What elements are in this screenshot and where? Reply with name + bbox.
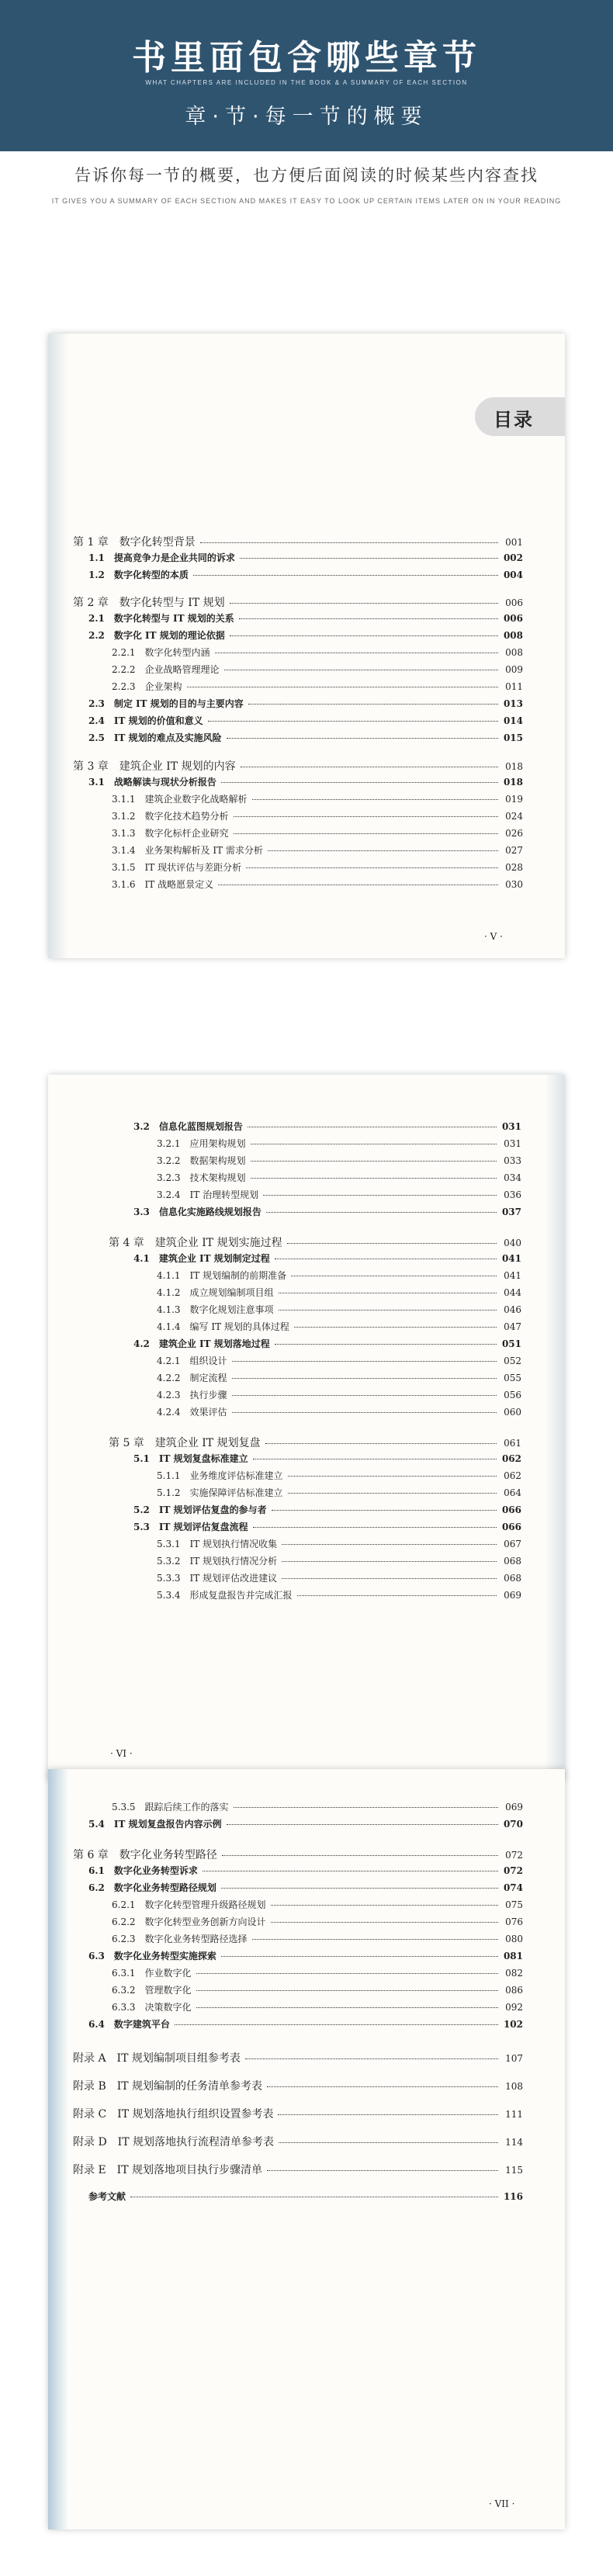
toc-entry-page: 092 (505, 2002, 523, 2013)
toc-entry-title: 6.2.2 数字化转型业务创新方向设计 (112, 1916, 266, 1927)
dot-leader (278, 2114, 498, 2115)
toc-entry-title: 附录 A IT 规划编制项目组参考表 (73, 2052, 241, 2065)
toc-entry (157, 1303, 521, 1316)
intro-text-zh: 告诉你每一节的概要，也方便后面阅读的时候某些内容查找 (74, 166, 539, 185)
toc-entry-page: 047 (504, 1321, 521, 1332)
toc-entry (112, 878, 523, 891)
toc-entry-page: 066 (501, 1522, 521, 1532)
toc-entry-page: 066 (501, 1504, 521, 1515)
toc-entry-title: 2.5 IT 规划的难点及实施风险 (88, 732, 222, 743)
page-number: · V · (484, 931, 503, 942)
toc-entry-title: 附录 D IT 规划落地执行流程清单参考表 (73, 2136, 274, 2148)
toc-entry (133, 1520, 521, 1533)
toc-entry (73, 758, 523, 774)
dot-leader (272, 1510, 497, 1511)
toc-entry (88, 731, 523, 744)
toc-entry (88, 628, 523, 642)
toc-entry-title: 3.2.3 技术架构规划 (157, 1172, 246, 1183)
toc-entry-page: 041 (504, 1270, 521, 1281)
toc-entry (112, 646, 523, 659)
dot-leader (193, 575, 498, 576)
dot-leader (263, 1195, 497, 1196)
dot-leader (279, 2142, 498, 2143)
toc-entry-title: 3.1.6 IT 战略愿景定义 (112, 879, 214, 890)
dot-leader (200, 542, 498, 543)
toc-entry-page: 072 (503, 1865, 523, 1876)
toc-entry-page: 024 (505, 811, 523, 822)
dot-leader (267, 2170, 498, 2171)
toc-entry (157, 1571, 521, 1584)
toc-entry (133, 1452, 521, 1465)
toc-entry-title: 2.1 数字化转型与 IT 规划的关系 (88, 613, 234, 624)
toc-entry-page: 068 (504, 1556, 521, 1567)
toc-entry-title: 6.4 数字建筑平台 (88, 2019, 170, 2030)
dot-leader (227, 738, 498, 739)
dot-leader (268, 850, 498, 851)
toc-entry (112, 680, 523, 693)
toc-entry-page: 044 (504, 1287, 521, 1298)
toc-entry (112, 1932, 523, 1945)
toc-entry-page: 076 (505, 1916, 523, 1927)
toc-entry-title: 4.2.3 执行步骤 (157, 1390, 227, 1401)
banner-title: 书里面包含哪些章节 (132, 38, 481, 78)
toc-entry (157, 1588, 521, 1601)
dot-leader (221, 1956, 498, 1957)
toc-entry-page: 013 (503, 698, 523, 709)
toc-entry (88, 2190, 523, 2203)
toc-entry-page: 008 (503, 630, 523, 641)
banner-en-subtitle: WHAT CHAPTERS ARE INCLUDED IN THE BOOK & A SUMMARY OF EACH SECTION (145, 79, 468, 86)
toc-entry-page: 108 (505, 2081, 523, 2092)
toc-entry (88, 551, 523, 564)
toc-entry-title: 6.1 数字化业务转型诉求 (88, 1865, 198, 1876)
toc-entry-title: 第 3 章 建筑企业 IT 规划的内容 (73, 760, 236, 773)
toc-entry-page: 031 (501, 1121, 521, 1132)
toc-entry-title: 3.2 信息化蓝图规划报告 (133, 1121, 243, 1132)
toc-entry-title: 2.2.1 数字化转型内涵 (112, 647, 210, 658)
toc-entry-page: 002 (503, 552, 523, 563)
toc-page-2 (48, 1075, 565, 1781)
page-shadow (48, 1769, 68, 2529)
toc-entry (157, 1320, 521, 1333)
toc-entry-title: 3.2.4 IT 治理转型规划 (157, 1189, 259, 1200)
toc-entry-page: 046 (504, 1304, 521, 1315)
toc-entry (112, 809, 523, 822)
toc-entry-title: 2.4 IT 规划的价值和意义 (88, 715, 203, 726)
toc-entry-page: 116 (503, 2191, 523, 2202)
toc-entry (112, 2000, 523, 2013)
toc-entry-title: 4.1.4 编写 IT 规划的具体过程 (157, 1321, 289, 1332)
dot-leader (232, 1361, 497, 1362)
page-shadow (48, 334, 68, 958)
dot-leader (265, 1443, 497, 1444)
toc-entry-page: 062 (504, 1470, 521, 1481)
toc-entry (112, 826, 523, 840)
toc-entry-page: 069 (505, 1802, 523, 1813)
toc-entry-title: 2.2.2 企业战略管理理论 (112, 664, 220, 675)
toc-entry-title: 5.3 IT 规划评估复盘流程 (133, 1522, 248, 1532)
dot-leader (196, 1990, 498, 1991)
toc-entry (112, 1915, 523, 1928)
toc-entry (88, 1817, 523, 1830)
toc-entry (112, 1898, 523, 1911)
toc-entry (157, 1286, 521, 1299)
dot-leader (288, 1476, 497, 1477)
toc-entry (88, 1881, 523, 1894)
toc-entry-page: 006 (503, 613, 523, 624)
toc-entry (109, 1435, 521, 1450)
toc-entry-title: 参考文献 (88, 2191, 126, 2202)
toc-entry-title: 5.1 IT 规划复盘标准建立 (133, 1453, 248, 1464)
toc-entry-title: 4.1.2 成立规划编制项目组 (157, 1287, 274, 1298)
toc-entry (157, 1154, 521, 1167)
dot-leader (221, 782, 498, 783)
toc-entry-title: 6.2.1 数字化转型管理升级路径规划 (112, 1899, 266, 1910)
toc-entry (112, 792, 523, 805)
toc-entry (88, 697, 523, 710)
toc-entry-title: 附录 B IT 规划编制的任务清单参考表 (73, 2080, 263, 2093)
dot-leader (252, 799, 498, 800)
toc-entry-page: 061 (504, 1438, 521, 1449)
toc-entry (73, 2134, 523, 2149)
toc-entry-page: 052 (504, 1356, 521, 1366)
dot-leader (234, 1807, 498, 1808)
toc-entry-page: 060 (504, 1407, 521, 1418)
toc-entry-title: 6.3.2 管理数字化 (112, 1985, 192, 1996)
page-number: · VII · (489, 2498, 515, 2509)
dot-leader (230, 603, 498, 604)
toc-entry-title: 4.2.2 制定流程 (157, 1373, 227, 1383)
toc-entry (109, 1234, 521, 1250)
dot-leader (222, 1855, 498, 1856)
toc-entry-page: 031 (504, 1138, 521, 1149)
dot-leader (239, 618, 498, 619)
dot-leader (279, 1310, 497, 1311)
dot-leader (230, 635, 498, 636)
toc-entry-page: 082 (505, 1968, 523, 1979)
toc-entry-title: 1.2 数字化转型的本质 (88, 570, 189, 580)
toc-entry-title: 5.3.2 IT 规划执行情况分析 (157, 1556, 278, 1567)
dot-leader (248, 704, 498, 705)
toc-entry (157, 1405, 521, 1418)
toc-entry-title: 附录 E IT 规划落地项目执行步骤清单 (73, 2164, 262, 2176)
dot-leader (253, 1527, 497, 1528)
toc-entry-page: 064 (504, 1487, 521, 1498)
toc-entry (73, 1847, 523, 1862)
toc-entry-title: 5.1.2 实施保障评估标准建立 (157, 1487, 283, 1498)
dot-leader (252, 1939, 498, 1940)
toc-entry-page: 004 (503, 570, 523, 580)
toc-entry (112, 860, 523, 874)
toc-entry (73, 2078, 523, 2093)
toc-entry (157, 1537, 521, 1550)
toc-entry-title: 1.1 提高竞争力是企业共同的诉求 (88, 552, 235, 563)
toc-entry-page: 081 (503, 1951, 523, 1961)
toc-entry (133, 1337, 521, 1350)
toc-entry-page: 014 (503, 715, 523, 726)
dot-leader (245, 2058, 498, 2059)
toc-entry-title: 4.1.1 IT 规划编制的前期准备 (157, 1270, 287, 1281)
toc-entry (73, 534, 523, 549)
toc-entry-title: 5.1.1 业务维度评估标准建立 (157, 1470, 283, 1481)
dot-leader (246, 867, 498, 868)
toc-entry (157, 1486, 521, 1499)
dot-leader (232, 1412, 497, 1413)
toc-entry-page: 026 (505, 828, 523, 839)
dot-leader (282, 1578, 497, 1579)
toc-entry (157, 1371, 521, 1384)
toc-entry-title: 3.1.4 业务架构解析及 IT 需求分析 (112, 845, 263, 856)
toc-entry-title: 4.2 建筑企业 IT 规划落地过程 (133, 1338, 270, 1349)
toc-page-1 (48, 334, 565, 958)
toc-entry-page: 075 (505, 1899, 523, 1910)
toc-entry-page: 080 (505, 1934, 523, 1944)
toc-entry (112, 1966, 523, 1979)
toc-entry-title: 3.2.2 数据架构规划 (157, 1155, 246, 1166)
toc-entry-page: 114 (505, 2137, 523, 2148)
toc-heading: 目录 (494, 409, 534, 431)
toc-entry (88, 568, 523, 581)
toc-entry-page: 056 (504, 1390, 521, 1401)
toc-entry-title: 3.1.1 建筑企业数字化战略解析 (112, 794, 248, 805)
toc-entry-page: 102 (503, 2019, 523, 2030)
dot-leader (294, 1327, 497, 1328)
toc-entry-page: 027 (505, 845, 523, 856)
toc-entry-title: 3.3 信息化实施路线规划报告 (133, 1207, 261, 1217)
toc-entry-title: 3.1.5 IT 现状评估与差距分析 (112, 862, 242, 873)
toc-entry-page: 111 (505, 2109, 523, 2120)
dot-leader (251, 1178, 497, 1179)
toc-entry-title: 5.3.1 IT 规划执行情况收集 (157, 1539, 278, 1549)
toc-entry (73, 2162, 523, 2177)
toc-entry (112, 843, 523, 857)
toc-entry (88, 611, 523, 625)
toc-entry (157, 1188, 521, 1201)
toc-entry (133, 1120, 521, 1133)
toc-entry-title: 4.2.4 效果评估 (157, 1407, 227, 1418)
toc-entry-page: 030 (505, 879, 523, 890)
intro-text-en: IT GIVES YOU A SUMMARY OF EACH SECTION AND MAKES IT EASY TO LOOK UP CERTAIN ITEMS LATER ON IN YOUR READING (51, 197, 562, 205)
toc-entry-page: 051 (501, 1338, 521, 1349)
toc-entry-title: 5.3.5 跟踪后续工作的落实 (112, 1802, 229, 1813)
toc-entry-page: 006 (505, 597, 523, 608)
dot-leader (227, 1824, 498, 1825)
dot-leader (196, 1973, 498, 1974)
toc-entry (157, 1388, 521, 1401)
toc-entry-page: 040 (504, 1238, 521, 1248)
header-banner (0, 0, 613, 151)
toc-entry-page: 041 (501, 1253, 521, 1264)
dot-leader (234, 833, 498, 834)
dot-leader (234, 816, 498, 817)
toc-page-3 (48, 1769, 565, 2529)
toc-entry-title: 第 1 章 数字化转型背景 (73, 536, 196, 549)
dot-leader (282, 1561, 497, 1562)
toc-entry-page: 069 (504, 1590, 521, 1601)
intro-block (0, 163, 613, 205)
toc-entry-title: 5.3.4 形成复盘报告并完成汇报 (157, 1590, 293, 1601)
toc-entry-page: 028 (505, 862, 523, 873)
toc-entry (112, 1800, 523, 1813)
toc-entry-title: 4.1.3 数字化规划注意事项 (157, 1304, 274, 1315)
toc-entry-page: 018 (503, 777, 523, 788)
dot-leader (288, 1493, 497, 1494)
toc-entry (133, 1252, 521, 1265)
toc-entry-title: 3.2.1 应用架构规划 (157, 1138, 246, 1149)
toc-entry-title: 第 2 章 数字化转型与 IT 规划 (73, 597, 225, 609)
toc-entry-page: 086 (505, 1985, 523, 1996)
page-number: · VI · (110, 1748, 133, 1759)
toc-entry-title: 4.2.1 组织设计 (157, 1356, 227, 1366)
toc-entry (157, 1554, 521, 1567)
toc-entry (157, 1354, 521, 1367)
toc-entry-page: 062 (501, 1453, 521, 1464)
toc-entry-page: 107 (505, 2053, 523, 2064)
toc-entry (157, 1171, 521, 1184)
dot-leader (232, 1395, 497, 1396)
dot-leader (271, 1905, 498, 1906)
dot-leader (266, 1212, 497, 1213)
toc-entry-title: 4.1 建筑企业 IT 规划制定过程 (133, 1253, 270, 1264)
toc-entry-page: 072 (505, 1850, 523, 1861)
toc-entry-title: 2.2 数字化 IT 规划的理论依据 (88, 630, 225, 641)
toc-entry-page: 055 (504, 1373, 521, 1383)
dot-leader (267, 2086, 498, 2087)
toc-entry (133, 1205, 521, 1218)
toc-entry (157, 1469, 521, 1482)
toc-entry (157, 1137, 521, 1150)
toc-entry-page: 037 (501, 1207, 521, 1217)
toc-entry-title: 第 5 章 建筑企业 IT 规划复盘 (109, 1437, 261, 1449)
toc-entry-page: 034 (504, 1172, 521, 1183)
toc-entry-page: 001 (505, 537, 523, 548)
toc-entry-page: 070 (503, 1819, 523, 1830)
toc-entry-title: 5.2 IT 规划评估复盘的参与者 (133, 1504, 267, 1515)
banner-subtitle: 章·节·每一节的概要 (185, 105, 428, 129)
toc-entry-title: 2.2.3 企业架构 (112, 681, 182, 692)
toc-entry-page: 115 (505, 2165, 523, 2176)
toc-entry (88, 2017, 523, 2031)
toc-entry-page: 019 (505, 794, 523, 805)
dot-leader (275, 1344, 497, 1345)
toc-entry-title: 3.1 战略解读与现状分析报告 (88, 777, 216, 788)
dot-leader (297, 1595, 497, 1596)
toc-entry-title: 6.2.3 数字化业务转型路径选择 (112, 1934, 248, 1944)
page-shadow (545, 1075, 565, 1781)
dot-leader (208, 721, 498, 722)
toc-entry (73, 594, 523, 610)
toc-entry-page: 009 (505, 664, 523, 675)
dot-leader (221, 1888, 498, 1889)
toc-entry-title: 6.2 数字化业务转型路径规划 (88, 1882, 216, 1893)
dot-leader (251, 1161, 497, 1162)
toc-entry-page: 008 (505, 647, 523, 658)
toc-entry (73, 2050, 523, 2065)
toc-entry-title: 6.3.3 决策数字化 (112, 2002, 192, 2013)
toc-entry-title: 5.4 IT 规划复盘报告内容示例 (88, 1819, 222, 1830)
toc-entry-title: 6.3 数字化业务转型实施探索 (88, 1951, 216, 1961)
dot-leader (232, 1378, 497, 1379)
dot-leader (175, 2024, 498, 2025)
toc-entry-page: 074 (503, 1882, 523, 1893)
toc-entry (112, 1983, 523, 1996)
toc-entry (133, 1503, 521, 1516)
toc-entry-title: 2.3 制定 IT 规划的目的与主要内容 (88, 698, 244, 709)
toc-entry (88, 775, 523, 788)
toc-entry-page: 033 (504, 1155, 521, 1166)
dot-leader (196, 2007, 498, 2008)
toc-entry-title: 第 6 章 数字化业务转型路径 (73, 1849, 217, 1861)
toc-entry-page: 068 (504, 1573, 521, 1584)
toc-entry (88, 1949, 523, 1962)
toc-entry (112, 663, 523, 676)
dot-leader (287, 1243, 497, 1244)
toc-entry (73, 2106, 523, 2121)
dot-leader (282, 1544, 497, 1545)
toc-entry-page: 067 (504, 1539, 521, 1549)
dot-leader (271, 1922, 498, 1923)
toc-entry-title: 3.1.2 数字化技术趋势分析 (112, 811, 229, 822)
toc-entry-page: 011 (505, 681, 523, 692)
toc-entry-title: 附录 C IT 规划落地执行组织设置参考表 (73, 2108, 274, 2121)
toc-entry-page: 018 (505, 761, 523, 772)
toc-entry-title: 5.3.3 IT 规划评估改进建议 (157, 1573, 278, 1584)
toc-entry (157, 1269, 521, 1282)
toc-entry-title: 6.3.1 作业数字化 (112, 1968, 192, 1979)
toc-entry (88, 1864, 523, 1877)
toc-entry-title: 3.1.3 数字化标杆企业研究 (112, 828, 229, 839)
toc-heading-tab (475, 397, 565, 436)
dot-leader (240, 558, 498, 559)
toc-entry-title: 第 4 章 建筑企业 IT 规划实施过程 (109, 1237, 282, 1249)
toc-entry-page: 036 (504, 1189, 521, 1200)
toc-entry-page: 015 (503, 732, 523, 743)
toc-entry (88, 714, 523, 727)
